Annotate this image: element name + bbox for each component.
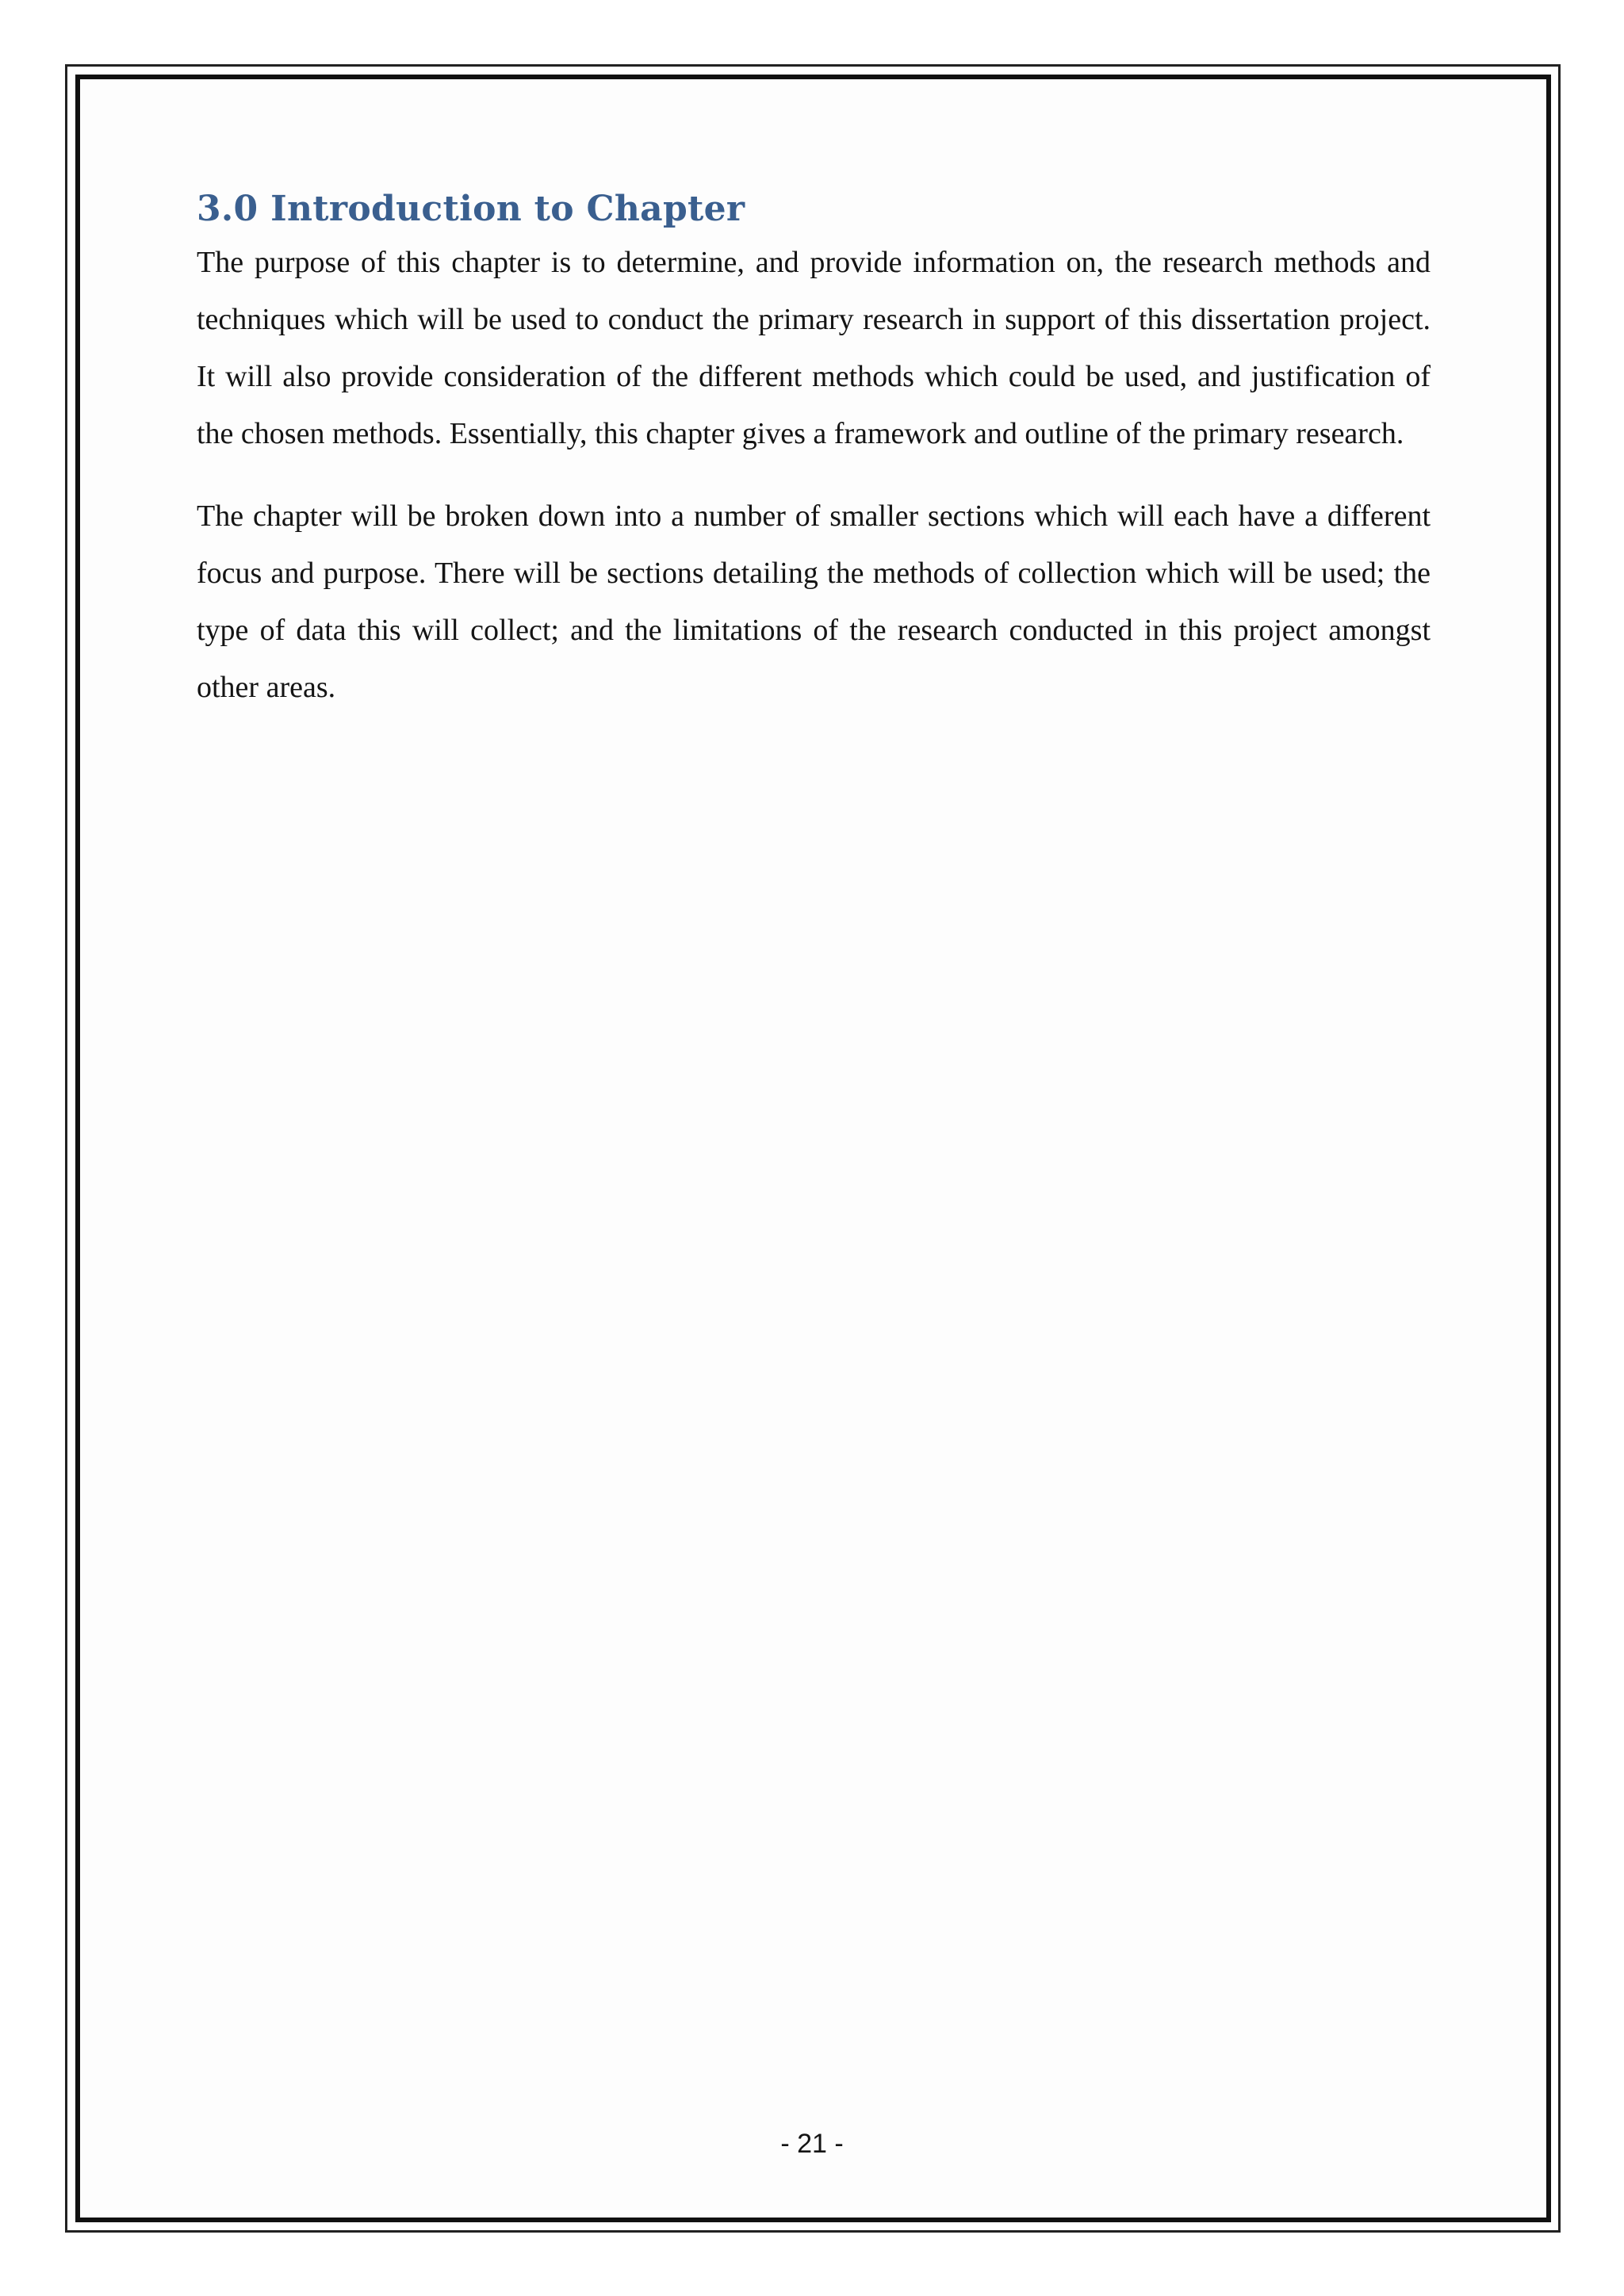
section-heading: 3.0 Introduction to Chapter — [197, 189, 745, 229]
body-paragraph-1: The purpose of this chapter is to determine, and provide information on, the research methods and techniques which will be used to conduct the primary research in support of this dissertation project. It will also provide consideration of the different methods which could be used, and justification of the chosen methods. Essentially, this chapter gives a framework and outline of the primary research. — [197, 245, 1431, 450]
page-number: - 21 - — [780, 2129, 844, 2159]
page-content — [197, 189, 1431, 716]
body-paragraph-2: The chapter will be broken down into a number of smaller sections which will each have a different focus and purpose. There will be sections detailing the methods of collection which will be used; the type of data this will collect; and the limitations of the research conducted in this project amongst other areas. — [197, 499, 1431, 704]
